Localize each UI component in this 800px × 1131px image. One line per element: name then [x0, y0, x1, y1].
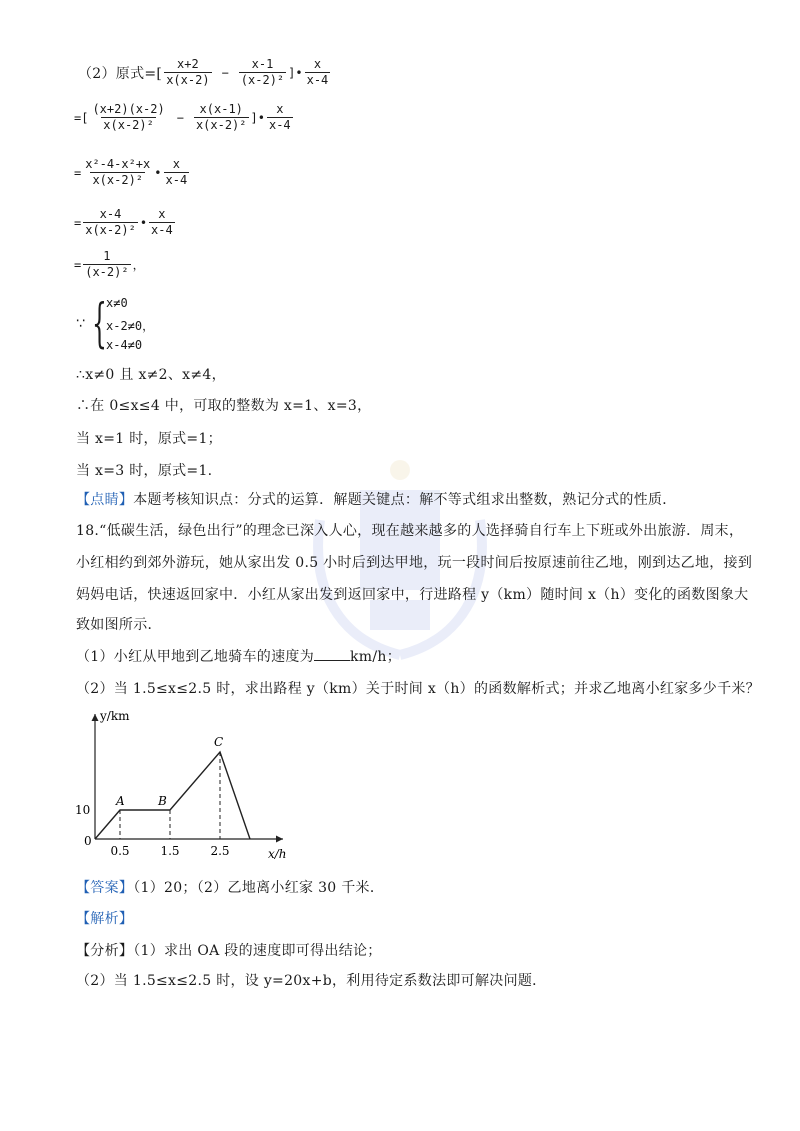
fraction: $\frac{(x+2)(x-2)}{\text{x(x-2)²}}$: [92, 102, 165, 132]
because-symbol: ∵: [76, 316, 86, 332]
text-line: 当 x=3 时，原式=1.: [76, 463, 213, 479]
jiexi-tag: 【解析】: [76, 911, 134, 927]
fraction: $\frac{x-1}{\text{(x-2)²}}$: [240, 57, 285, 87]
fraction: $\frac{\text{x²-4-x²+x}}{\text{x(x-2)²}}$: [85, 157, 151, 187]
question-18-line: 致如图所示．: [76, 617, 162, 633]
x-tick-label: 1.5: [160, 844, 180, 858]
point-b-label: B: [158, 794, 167, 808]
fraction: $\frac{x}{x-4}$: [306, 57, 329, 87]
question-18-line: 妈妈电话，快速返回家中．小红从家出发到返回家中，行进路程 y（km）随时间 x（h）变化的函数图象大: [76, 587, 749, 603]
text-line: 当 x=1 时，原式=1；: [76, 431, 222, 447]
fraction: $\frac{x}{x-4}$: [268, 102, 291, 132]
text-line: ∴在 0≤x≤4 中，可取的整数为 x=1、x=3，: [76, 398, 372, 414]
fraction: $\frac{x}{x-4}$: [165, 157, 188, 187]
math-line-5: = $\frac{1}{\text{(x-2)²}}$ ，: [74, 249, 145, 279]
fraction: $\frac{1}{\text{(x-2)²}}$: [85, 249, 129, 279]
distance-time-graph: [75, 708, 300, 868]
expression-label: （2）原式=[: [78, 65, 163, 82]
math-line-3: = $\frac{\text{x²-4-x²+x}}{\text{x(x-2)²}}$ • $\frac{x}{x-4}$: [74, 157, 188, 187]
fraction: $\frac{x(x-1)}{\text{x(x-2)²}}$: [195, 102, 247, 132]
fenxi-line: 【分析】（1）求出 OA 段的速度即可得出结论；: [76, 943, 382, 959]
y-tick-label: 10: [75, 803, 91, 817]
question-18-line: 小红相约到郊外游玩，她从家出发 0.5 小时后到达甲地，玩一段时间后按原速前往乙地，刚到达乙地，接到: [76, 555, 753, 571]
fraction: $\frac{x-4}{\text{x(x-2)²}}$: [85, 207, 136, 237]
sub-question-2: （2）当 1.5≤x≤2.5 时，求出路程 y（km）关于时间 x（h）的函数解析式；并求乙地离小红家多少千米？: [76, 681, 760, 697]
point-a-label: A: [116, 794, 125, 808]
math-line-2: =[ $\frac{(x+2)(x-2)}{\text{x(x-2)²}}$ − $\frac{x(x-1)}{\text{x(x-2)²}}$ ]• $\frac{x}{x-4}$: [74, 102, 291, 132]
answer-tag: 【答案】: [76, 880, 134, 896]
math-line-4: = $\frac{x-4}{\text{x(x-2)²}}$ • $\frac{x}{x-4}$: [74, 207, 173, 237]
answer-line: 【答案】（1）20；（2）乙地离小红家 30 千米．: [76, 880, 385, 896]
fenxi-line-2: （2）当 1.5≤x≤2.5 时，设 y=20x+b，利用待定系数法即可解决问题．: [76, 973, 547, 989]
fraction: $\frac{x}{x-4}$: [151, 207, 173, 237]
question-18-line: 18.“低碳生活，绿色出行”的理念已深入人心，现在越来越多的人选择骑自行车上下班或外出旅游．周末，: [76, 523, 744, 539]
x-tick-label: 2.5: [210, 844, 230, 858]
math-line-1: （2）原式=[ $\frac{x+2}{x(x-2)}$ − $\frac{x-1}{\text{(x-2)²}}$ ]• $\frac{x}{x-4}$: [78, 57, 329, 87]
origin-label: 0: [84, 834, 92, 848]
fenxi-tag: 【分析】: [76, 943, 134, 959]
text-line: ∴x≠0 且 x≠2、x≠4，: [76, 367, 226, 383]
sub-question-1: （1）小红从甲地到乙地骑车的速度为 km/h；: [76, 649, 402, 665]
point-c-label: C: [214, 735, 224, 749]
brace: {: [92, 294, 107, 354]
inequality-system: ∵ { x≠0 x-2≠0， x-4≠0: [76, 294, 155, 354]
fraction: $\frac{x+2}{x(x-2)}$: [166, 57, 210, 87]
y-axis-label: y/km: [100, 709, 130, 723]
dianjing-line: 【点睛】本题考核知识点：分式的运算．解题关键点：解不等式组求出整数，熟记分式的性质．: [76, 492, 677, 508]
answer-blank: [314, 648, 350, 661]
x-axis-label: x/h: [268, 847, 287, 861]
x-tick-label: 0.5: [110, 844, 130, 858]
dianjing-tag: 【点睛】: [76, 492, 134, 508]
